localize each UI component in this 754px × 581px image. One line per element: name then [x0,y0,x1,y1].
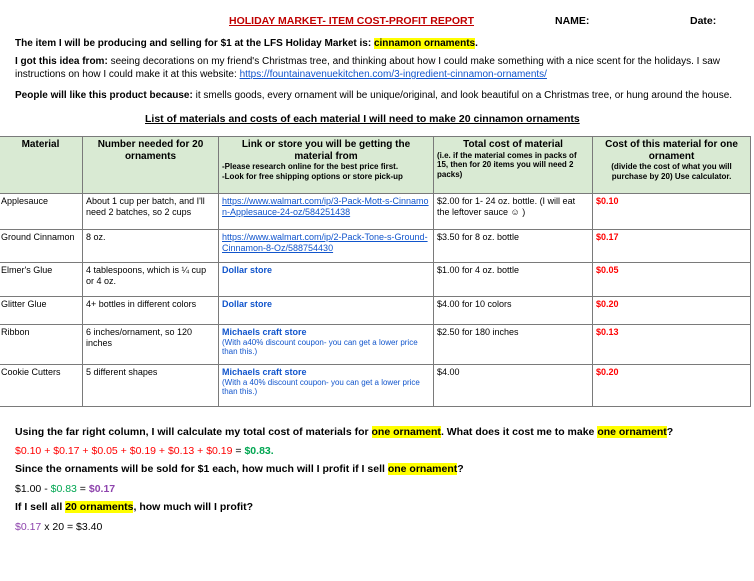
table-row [0,325,751,365]
material-cell: Glitter Glue [0,297,83,325]
source-store: Dollar store [222,299,273,309]
date-label: Date: [690,15,717,27]
number-cell: About 1 cup per batch, and I'll need 2 batches, so 2 cups [83,194,219,230]
col-total: Total cost of material (i.e. if the material comes in packs of 15, then for 20 items you will need 2 packs) [434,137,593,194]
per-ornament-cell: $0.17 [593,230,751,263]
name-label: NAME: [555,15,590,27]
col-material: Material [0,137,83,194]
source-link[interactable]: https://www.walmart.com/ip/3-Pack-Mott-s-Cinnamon-Applesauce-24-oz/584251438 [222,196,429,217]
material-cell: Cookie Cutters [0,365,83,407]
per-ornament-cell: $0.05 [593,263,751,297]
source-store: Dollar store [222,265,273,275]
table-row [0,297,751,325]
source-cell [219,297,434,325]
per-ornament-cell: $0.20 [593,297,751,325]
materials-table [0,136,751,407]
source-store: Michaels craft store [222,327,307,337]
number-cell: 8 oz. [83,230,219,263]
per-ornament-cell: $0.10 [593,194,751,230]
number-cell: 5 different shapes [83,365,219,407]
source-cell [219,263,434,297]
item-statement: The item I will be producing and selling for $1 at the LFS Holiday Market is: cinnamon ornaments. [15,38,478,49]
col-number: Number needed for 20 ornaments [83,137,219,194]
report-title: HOLIDAY MARKET- ITEM COST-PROFIT REPORT [229,15,475,27]
number-cell: 4 tablespoons, which is ¼ cup or 4 oz. [83,263,219,297]
total-cell: $1.00 for 4 oz. bottle [434,263,593,297]
answer-total-cost: $0.10 + $0.17 + $0.05 + $0.19 + $0.13 + $0.19 = $0.83. [15,445,274,457]
item-highlight: cinnamon ornaments [373,38,476,49]
total-cell: $3.50 for 8 oz. bottle [434,230,593,263]
table-row [0,263,751,297]
coupon-note: (With a 40% discount coupon- you can get a lower price than this.) [222,377,420,396]
total-cell: $2.00 for 1- 24 oz. bottle. (I will eat the leftover sauce ☺ ) [434,194,593,230]
question-profit-one: Since the ornaments will be sold for $1 each, how much will I profit if I sell one ornament? [15,463,464,475]
source-cell [219,230,434,263]
source-cell [219,365,434,407]
number-cell: 4+ bottles in different colors [83,297,219,325]
material-cell: Ribbon [0,325,83,365]
table-header-row [0,137,751,194]
idea-source: I got this idea from: seeing decorations on my friend's Christmas tree, and thinking about how I could make something with a nice scent for the holidays. I saw instructions on how I could make it at this website: https://fountainavenuekitchen.com/3-ingredient-cinnamon-ornaments/ [15,56,721,80]
answer-profit-one: $1.00 - $0.83 = $0.17 [15,483,116,495]
answer-profit-twenty: $0.17 x 20 = $3.40 [15,521,103,533]
total-cell: $2.50 for 180 inches [434,325,593,365]
total-cell: $4.00 [434,365,593,407]
per-ornament-cell: $0.20 [593,365,751,407]
appeal-statement: People will like this product because: it smells goods, every ornament will be unique/original, and look beautiful on a Christmas tree, or hung around the house. [15,90,733,101]
number-cell: 6 inches/ornament, so 120 inches [83,325,219,365]
material-cell: Elmer's Glue [0,263,83,297]
source-cell [219,194,434,230]
source-store: Michaels craft store [222,367,307,377]
source-link[interactable]: https://www.walmart.com/ip/2-Pack-Tone-s-Ground-Cinnamon-8-Oz/588754430 [222,232,428,253]
col-per-ornament: Cost of this material for one ornament (divide the cost of what you will purchase by 20) Use calculator. [593,137,751,194]
question-total-cost: Using the far right column, I will calculate my total cost of materials for one ornament. What does it cost me to make one ornament? [15,426,674,438]
recipe-link[interactable]: https://fountainavenuekitchen.com/3-ingredient-cinnamon-ornaments/ [239,69,547,80]
total-cell: $4.00 for 10 colors [434,297,593,325]
source-cell [219,325,434,365]
table-row [0,365,751,407]
table-title: List of materials and costs of each material I will need to make 20 cinnamon ornaments [145,113,580,125]
coupon-note: (With a40% discount coupon- you can get a lower price than this.) [222,337,418,356]
material-cell: Ground Cinnamon [0,230,83,263]
table-row [0,230,751,263]
per-ornament-cell: $0.13 [593,325,751,365]
material-cell: Applesauce [0,194,83,230]
col-source: Link or store you will be getting the material from -Please research online for the best price first. -Look for free shipping options or store pick-up [219,137,434,194]
table-row [0,194,751,230]
question-profit-twenty: If I sell all 20 ornaments, how much will I profit? [15,501,254,513]
